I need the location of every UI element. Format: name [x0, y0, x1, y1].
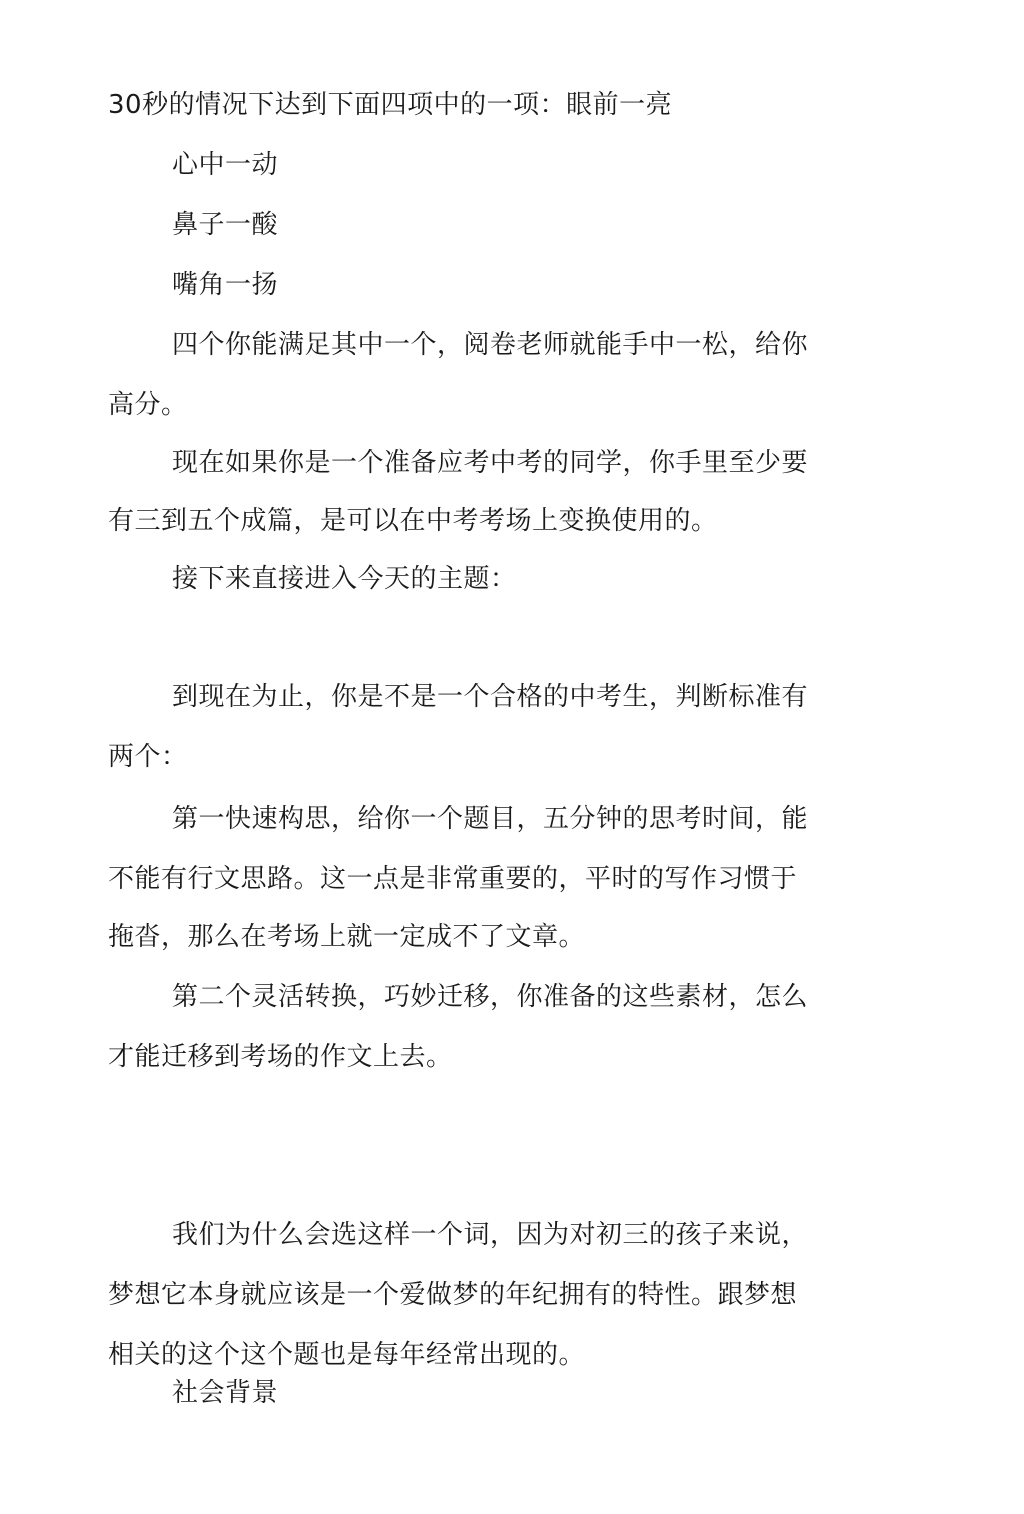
- text-line-14: 拖沓，那么在考场上就一定成不了文章。: [108, 922, 586, 952]
- text-line-17: 我们为什么会选这样一个词，因为对初三的孩子来说，: [172, 1220, 809, 1250]
- text-line-7: 现在如果你是一个准备应考中考的同学，你手里至少要: [172, 448, 809, 478]
- text-line-11: 两个：: [108, 742, 188, 772]
- text-line-8: 有三到五个成篇，是可以在中考考场上变换使用的。: [108, 506, 718, 536]
- text-line-12: 第一快速构思，给你一个题目，五分钟的思考时间，能: [172, 804, 809, 834]
- text-line-20: 社会背景: [172, 1378, 279, 1408]
- text-line-15: 第二个灵活转换，巧妙迁移，你准备的这些素材，怎么: [172, 982, 809, 1012]
- text-line-18: 梦想它本身就应该是一个爱做梦的年纪拥有的特性。跟梦想: [108, 1280, 798, 1310]
- text-line-10: 到现在为止，你是不是一个合格的中考生，判断标准有: [172, 682, 809, 712]
- text-line-2: 心中一动: [172, 150, 279, 180]
- text-line-1: 30秒的情况下达到下面四项中的一项：眼前一亮: [108, 90, 673, 120]
- text-line-3: 鼻子一酸: [172, 210, 279, 240]
- text-line-9: 接下来直接进入今天的主题：: [172, 564, 517, 594]
- text-line-5: 四个你能满足其中一个，阅卷老师就能手中一松，给你: [172, 330, 809, 360]
- text-line-19: 相关的这个这个题也是每年经常出现的。: [108, 1340, 586, 1370]
- text-line-4: 嘴角一扬: [172, 270, 279, 300]
- text-line-13: 不能有行文思路。这一点是非常重要的，平时的写作习惯于: [108, 864, 798, 894]
- text-line-6: 高分。: [108, 390, 188, 420]
- text-line-16: 才能迁移到考场的作文上去。: [108, 1042, 453, 1072]
